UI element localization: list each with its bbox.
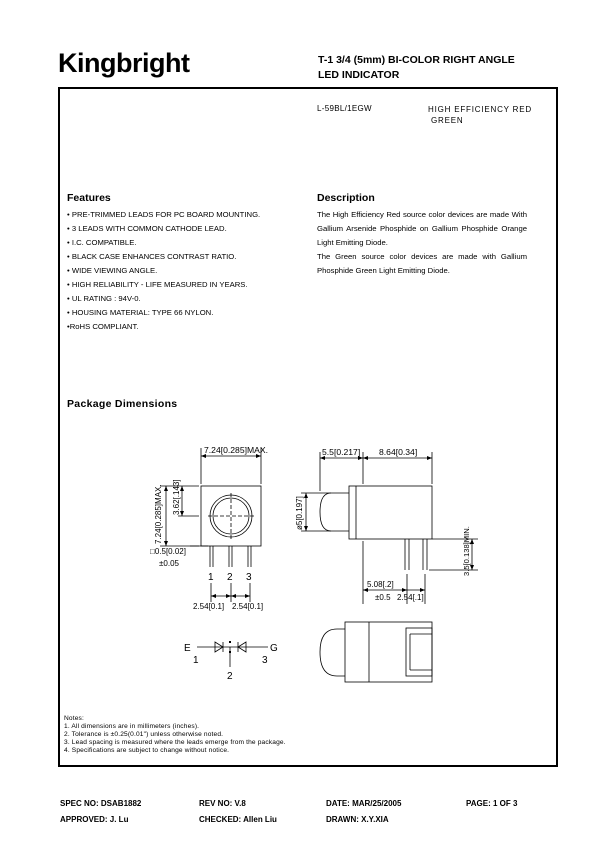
schematic-label-e: E bbox=[184, 643, 191, 654]
dim-side-depth: 5.5[0.217] bbox=[322, 447, 361, 457]
color-line-2: GREEN bbox=[431, 116, 464, 125]
bottom-lens-outline bbox=[320, 629, 345, 676]
notes bbox=[64, 715, 286, 755]
checked-by: CHECKED: Allen Liu bbox=[199, 815, 277, 824]
dim-center-height: 3.62[.143] bbox=[172, 479, 181, 515]
dim-lead-length: 3.5[0.138]MIN. bbox=[462, 526, 471, 576]
note-item: 1. All dimensions are in millimeters (inches). bbox=[64, 723, 200, 730]
spec-number: SPEC NO: DSAB1882 bbox=[60, 799, 142, 808]
note-item: 3. Lead spacing is measured where the leads emerge from the package. bbox=[64, 739, 286, 746]
dim-width-max: 7.24[0.285]MAX. bbox=[204, 445, 269, 455]
dim-lead-tolerance: ±0.05 bbox=[159, 559, 179, 568]
pin-label-1: 1 bbox=[208, 572, 214, 583]
drawn-by: DRAWN: X.Y.XIA bbox=[326, 815, 389, 824]
dim-height-max: 7.24[0.285]MAX. bbox=[154, 484, 163, 544]
color-line-1: HIGH EFFICIENCY RED bbox=[428, 105, 532, 114]
feature-item: • HOUSING MATERIAL: TYPE 66 NYLON. bbox=[67, 308, 214, 317]
feature-item: • 3 LEADS WITH COMMON CATHODE LEAD. bbox=[67, 224, 227, 233]
title-line-1: T-1 3/4 (5mm) BI-COLOR RIGHT ANGLE bbox=[318, 54, 515, 66]
description-paragraph: The High Efficiency Red source color devices are made With Gallium Arsenide Phosphide on Gallium Phosphide Orange Light Emitting Diode. bbox=[317, 210, 527, 247]
pin-label-3: 3 bbox=[246, 572, 252, 583]
bottom-view bbox=[320, 622, 432, 682]
dim-side-tolerance: ±0.5 bbox=[375, 593, 391, 602]
note-item: 4. Specifications are subject to change without notice. bbox=[64, 747, 230, 754]
feature-item: • BLACK CASE ENHANCES CONTRAST RATIO. bbox=[67, 252, 237, 261]
lens-inner-circle bbox=[213, 498, 249, 534]
feature-item: • WIDE VIEWING ANGLE. bbox=[67, 266, 158, 275]
pin-label-2: 2 bbox=[227, 572, 233, 583]
document-date: DATE: MAR/25/2005 bbox=[326, 799, 402, 808]
dim-lead-square: □0.5[0.02] bbox=[150, 547, 186, 556]
feature-item: • HIGH RELIABILITY - LIFE MEASURED IN YEARS. bbox=[67, 280, 248, 289]
dim-lens-diameter: ø5[0.197] bbox=[295, 496, 304, 530]
schematic bbox=[197, 642, 268, 667]
feature-item: • PRE-TRIMMED LEADS FOR PC BOARD MOUNTING. bbox=[67, 210, 261, 219]
dim-side-length: 8.64[0.34] bbox=[379, 447, 418, 457]
schematic-pin-2: 2 bbox=[227, 671, 233, 682]
lens-side-outline bbox=[320, 493, 349, 531]
features-heading: Features bbox=[67, 192, 111, 204]
schematic-pin-3: 3 bbox=[262, 655, 268, 666]
dim-pitch-1: 2.54[0.1] bbox=[193, 602, 225, 611]
page-number: PAGE: 1 OF 3 bbox=[466, 799, 518, 808]
revision-number: REV NO: V.8 bbox=[199, 799, 246, 808]
feature-item: • I.C. COMPATIBLE. bbox=[67, 238, 137, 247]
housing-side-outline bbox=[349, 486, 432, 539]
package-heading: Package Dimensions bbox=[67, 398, 178, 410]
notes-title: Notes: bbox=[64, 715, 84, 722]
schematic-label-g: G bbox=[270, 643, 278, 654]
title-line-2: LED INDICATOR bbox=[318, 69, 400, 81]
bottom-housing-outline bbox=[345, 622, 432, 682]
description-paragraph: The Green source color devices are made with Gallium Phosphide Green Light Emitting Diode. bbox=[317, 252, 527, 275]
approved-by: APPROVED: J. Lu bbox=[60, 815, 129, 824]
brand-logo: Kingbright bbox=[58, 48, 190, 78]
dim-pitch-2: 2.54[0.1] bbox=[232, 602, 264, 611]
part-number: L-59BL/1EGW bbox=[317, 104, 372, 113]
description-heading: Description bbox=[317, 192, 375, 204]
feature-item: • UL RATING : 94V-0. bbox=[67, 294, 141, 303]
dim-side-pitch: 2.54[.1] bbox=[397, 593, 424, 602]
note-item: 2. Tolerance is ±0.25(0.01") unless otherwise noted. bbox=[64, 731, 224, 738]
feature-item: •RoHS COMPLIANT. bbox=[67, 322, 139, 331]
schematic-pin-1: 1 bbox=[193, 655, 199, 666]
dim-side-lead: 5.08[.2] bbox=[367, 580, 394, 589]
